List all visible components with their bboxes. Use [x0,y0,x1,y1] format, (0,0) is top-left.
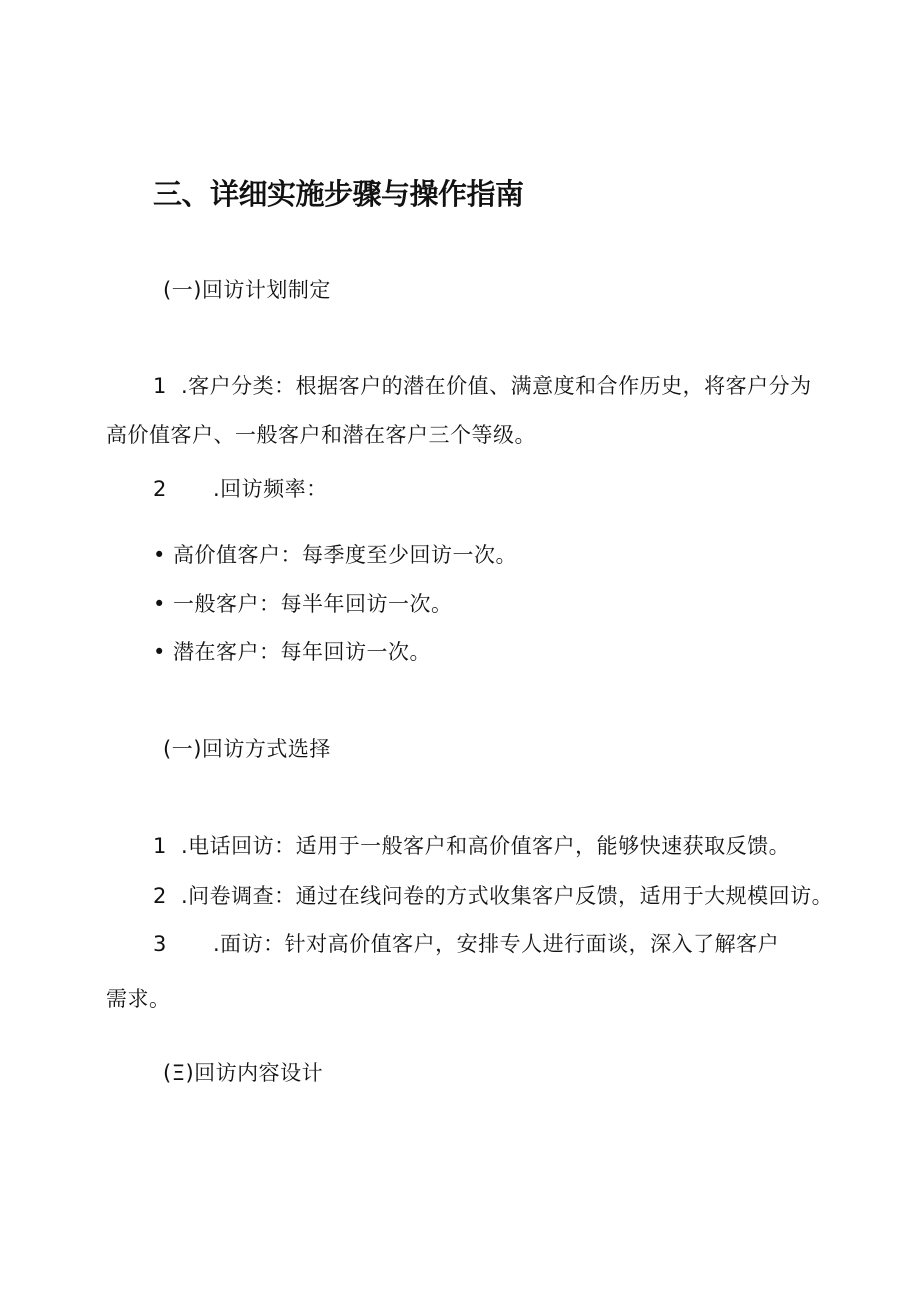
item-number: 2 [153,884,167,908]
section3-heading: (Ξ)回访内容设计 [163,1061,324,1085]
bullet-icon: • [153,543,166,567]
section2-heading: (一)回访方式选择 [163,737,331,761]
bullet-item [153,638,431,666]
item-text: .回访频率： [213,477,328,501]
item-number: 2 [153,477,167,501]
bullet-icon: • [153,592,166,616]
item-text: .客户分类：根据客户的潜在价值、满意度和合作历史，将客户分为 [181,374,812,398]
section2-item2 [153,882,833,910]
section1-item1-line2: 高价值客户、一般客户和潜在客户三个等级。 [106,423,536,447]
item-number: 1 [153,374,167,398]
item-number: 3 [153,932,167,956]
bullet-text: 高价值客户：每季度至少回访一次。 [173,543,517,567]
section1-item1-line1 [153,372,812,400]
bullet-item [153,541,517,569]
section1-heading: (一)回访计划制定 [163,278,331,302]
section2-item1 [153,832,790,860]
item-number: 1 [153,834,167,858]
section2-item3-line1 [153,930,779,958]
item-text: .问卷调查：通过在线问卷的方式收集客户反馈，适用于大规模回访。 [181,884,834,908]
bullet-text: 潜在客户：每年回访一次。 [173,640,431,664]
section1-item2 [153,475,328,503]
item-text: .面访：针对高价值客户，安排专人进行面谈，深入了解客户 [213,932,780,956]
bullet-text: 一般客户：每半年回访一次。 [173,592,453,616]
item-text: .电话回访：适用于一般客户和高价值客户，能够快速获取反馈。 [181,834,791,858]
bullet-icon: • [153,640,166,664]
bullet-item [153,590,453,618]
section-title: 三、详细实施步骤与操作指南 [153,177,524,211]
section2-item3-line2: 需求。 [106,987,171,1011]
